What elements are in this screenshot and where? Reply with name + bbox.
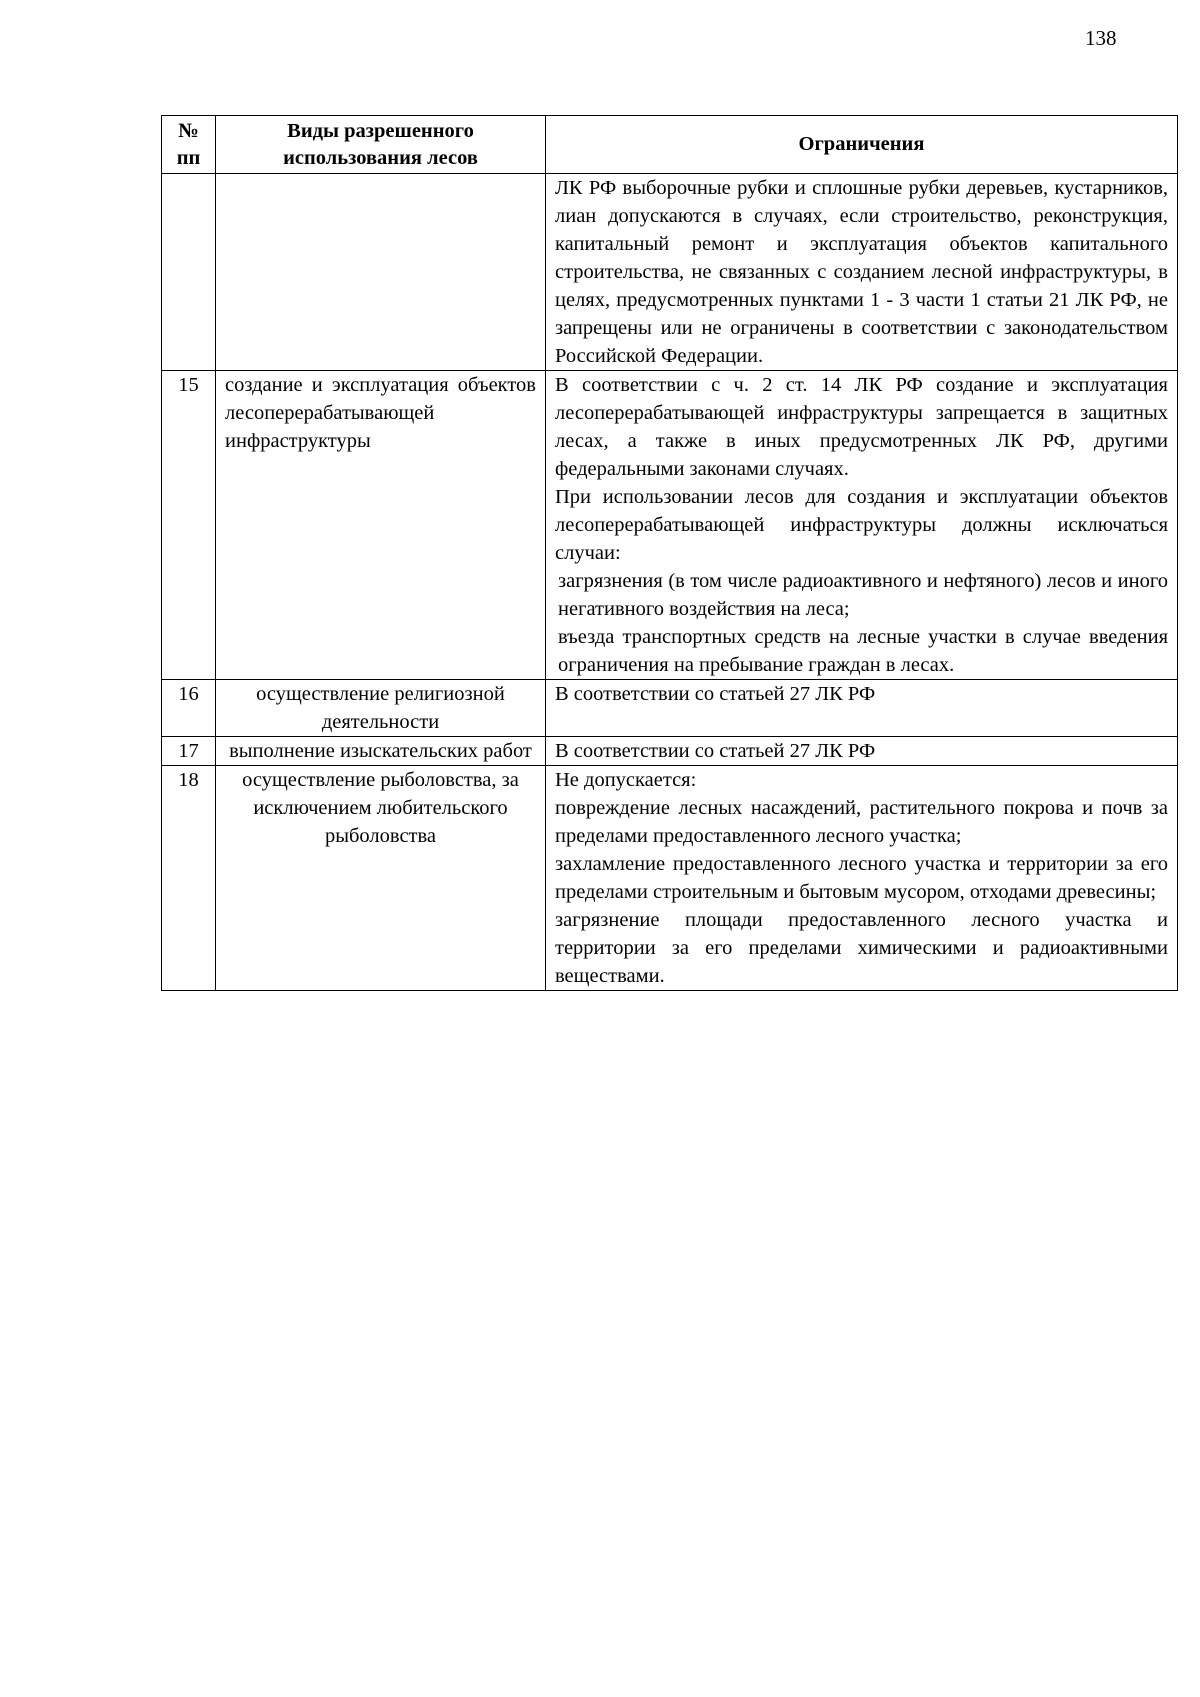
restriction-paragraph: ЛК РФ выборочные рубки и сплошные рубки деревьев, кустарников, лиан допускаются в случаях, если строительство, реконструкция, капитальный ремонт и эксплуатация объектов капитального строительства, не связанных с созданием лесной инфраструктуры, в целях, предусмотренных пунктами 1 - 3 части 1 статьи 21 ЛК РФ, не запрещены или не ограничены в соответствии с законодательством Российской Федерации. [555,177,1168,367]
header-num [162,116,216,174]
restriction-paragraph: В соответствии со статьей 27 ЛК РФ [555,740,876,762]
row-num [162,174,216,371]
row-num: 17 [162,737,216,766]
header-num-line2: пп [176,146,201,169]
restriction-paragraph: Не допускается: [555,769,697,791]
table-header-row [162,116,1178,174]
row-kind: осуществление религиозной деятельности [216,680,546,737]
row-num: 15 [162,371,216,680]
row-kind [216,371,546,680]
header-kind-line1: Виды разрешенного [287,119,474,142]
restriction-paragraph: В соответствии со статьей 27 ЛК РФ [555,683,876,705]
page-number: 138 [1085,26,1117,50]
restriction-paragraph: загрязнения (в том числе радиоактивного и нефтяного) лесов и иного негативного воздействия на леса; [558,570,1168,620]
row-num: 16 [162,680,216,737]
restriction-paragraph: захламление предоставленного лесного участка и территории за его пределами строительным и бытовым мусором, отходами древесины; [555,853,1168,903]
row-restrictions [546,737,1178,766]
row-kind: осуществление рыболовства, за исключением любительского рыболовства [216,766,546,991]
row-kind-text: создание и эксплуатация объектов лесоперерабатывающей инфраструктуры [225,374,536,452]
table-row [162,737,1178,766]
header-kind-line2: использования лесов [283,146,478,169]
row-kind [216,174,546,371]
header-num-line1: № [178,119,199,142]
table-row [162,371,1178,680]
restriction-paragraph: В соответствии с ч. 2 ст. 14 ЛК РФ создание и эксплуатация лесоперерабатывающей инфраструктуры запрещается в защитных лесах, а также в иных предусмотренных ЛК РФ, другими федеральными законами случаях. [555,374,1168,480]
row-restrictions [546,766,1178,991]
restriction-paragraph: При использовании лесов для создания и эксплуатации объектов лесоперерабатывающей инфраструктуры должны исключаться случаи: [555,486,1168,564]
header-restrictions: Ограничения [546,116,1178,174]
forest-use-restrictions-table [161,115,1178,991]
header-kind [216,116,546,174]
row-kind: выполнение изыскательских работ [216,737,546,766]
table-row [162,680,1178,737]
row-restrictions [546,371,1178,680]
table-row [162,766,1178,991]
restriction-paragraph: въезда транспортных средств на лесные участки в случае введения ограничения на пребывание граждан в лесах. [558,626,1168,676]
row-restrictions [546,680,1178,737]
table-row [162,174,1178,371]
restriction-paragraph: повреждение лесных насаждений, растительного покрова и почв за пределами предоставленного лесного участка; [555,797,1168,847]
restriction-paragraph: загрязнение площади предоставленного лесного участка и территории за его пределами химическими и радиоактивными веществами. [555,909,1168,987]
row-num: 18 [162,766,216,991]
row-restrictions [546,174,1178,371]
